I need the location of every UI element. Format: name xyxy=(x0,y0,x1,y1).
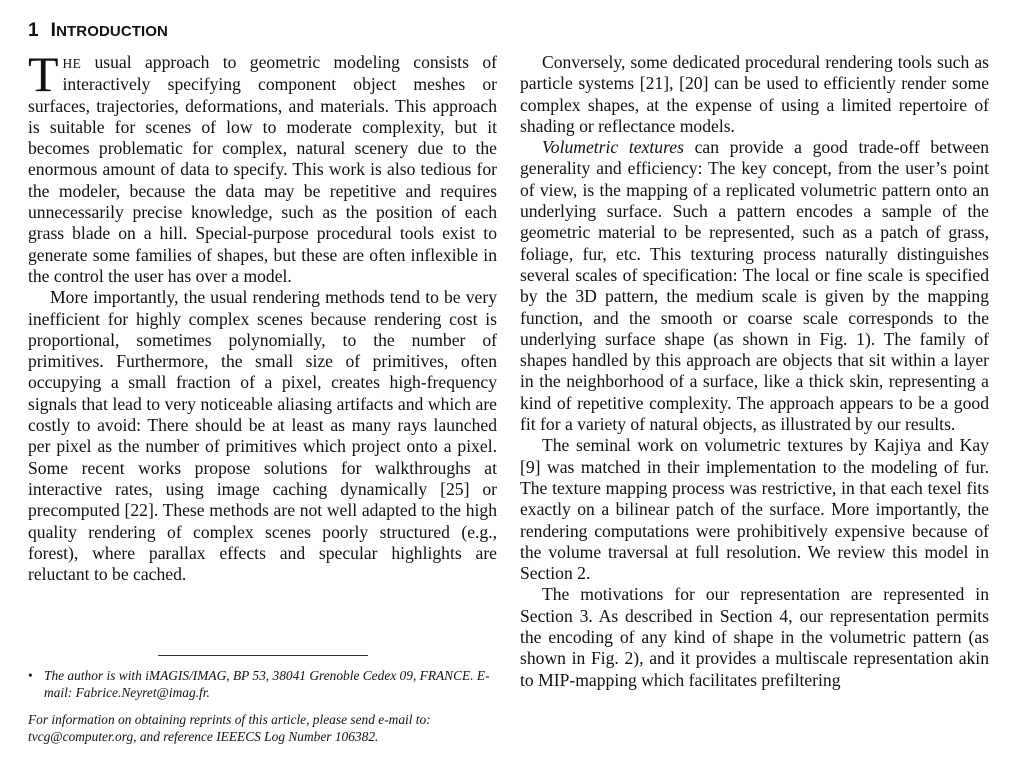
paragraph-text: usual approach to geometric modeling consists of interactively specifying component object meshes or surfaces, trajectories, deformations, and materials. This approach is suitable for scenes of low to moderate complexity, but it becomes problematic for complex, natural scenery due to the enormous amount of data to specify. This work is also tedious for the modeler, because the data may be repetitive and requires unnecessarily precise knowledge, such as the position of each grass blade on a hill. Special-purpose procedural tools exist to generate some families of shapes, but these are often inflexible in the control the user has over a model. xyxy=(28,52,497,286)
section-number: 1 xyxy=(28,20,39,41)
paragraph: The motivations for our representation are represented in Section 3. As described in Section 4, our representation permits the encoding of any kind of shape in the volumetric pattern (as shown in Fig. 2), and it provides a multiscale representation akin to MIP-mapping which facilitates prefiltering xyxy=(520,584,989,690)
section-heading xyxy=(28,20,168,42)
paragraph xyxy=(28,46,497,287)
paragraph-text: can provide a good trade-off between generality and efficiency: The key concept, from the user’s point of view, is the mapping of a replicated volumetric pattern onto an underlying surface. Such a pattern encodes a sample of the geometric material to be represented, such as a patch of grass, foliage, fur, etc. This texturing process naturally distinguishes several scales of specification: The local or fine scale is specified by the 3D pattern, the medium scale is given by the mapping function, and the smooth or coarse scale corresponds to the underlying surface shape (as shown in Fig. 1). The family of shapes handled by this approach are objects that sit within a layer in the neighborhood of a surface, like a thick skin, representing a kind of repetitive complexity. The approach appears to be a good fit for a variety of natural objects, as illustrated by our results. xyxy=(520,137,989,435)
footnote-divider xyxy=(158,655,368,656)
section-title-initial: I xyxy=(50,20,57,41)
emphasis-term: Volumetric textures xyxy=(542,137,684,158)
footnote-reprints: For information on obtaining reprints of this article, please send e-mail to: tvcg@computer.org, and reference IEEECS Log Number 106382. xyxy=(28,712,431,744)
lead-in-smallcaps: HE xyxy=(62,56,82,71)
paragraph: Conversely, some dedicated procedural rendering tools such as particle systems [21], [20] can be used to efficiently render some complex shapes, at the expense of using a limited repertoire of shading or reflectance models. xyxy=(520,52,989,136)
bullet-icon: • xyxy=(28,668,33,683)
footnote-author xyxy=(28,668,514,701)
paragraph: The seminal work on volumetric textures by Kajiya and Kay [9] was matched in their implementation to the modeling of fur. The texture mapping process was restrictive, in that each texel fits exactly on a bilinear patch of the surface. More importantly, the rendering computations were prohibitively expensive because of the volume traversal at full resolution. We review this model in Section 2. xyxy=(520,435,989,584)
footnote-author-text: The author is with iMAGIS/IMAG, BP 53, 38041 Grenoble Cedex 09, FRANCE. E-mail: Fabrice.Neyret@imag.fr. xyxy=(44,668,490,700)
section-title-rest: NTRODUCTION xyxy=(56,23,168,40)
drop-cap: T xyxy=(28,46,59,102)
left-column xyxy=(28,46,497,585)
right-column xyxy=(520,52,989,691)
paragraph: More importantly, the usual rendering methods tend to be very inefficient for highly complex scenes because rendering cost is proportional, sometimes polynomially, to the number of primitives. Furthermore, the small size of primitives, often occupying a small fraction of a pixel, creates high-frequency signals that lead to very noticeable aliasing artifacts and which are costly to avoid: There should be at least as many rays launched per pixel as the number of primitives which project onto a pixel. Some recent works propose solutions for walkthroughs at interactive rates, using image caching dynamically [25] or precomputed [22]. These methods are not well adapted to the high quality rendering of complex scenes poorly structured (e.g., forest), where parallax effects and specular highlights are reluctant to be cached. xyxy=(28,287,497,585)
paragraph xyxy=(520,137,989,435)
